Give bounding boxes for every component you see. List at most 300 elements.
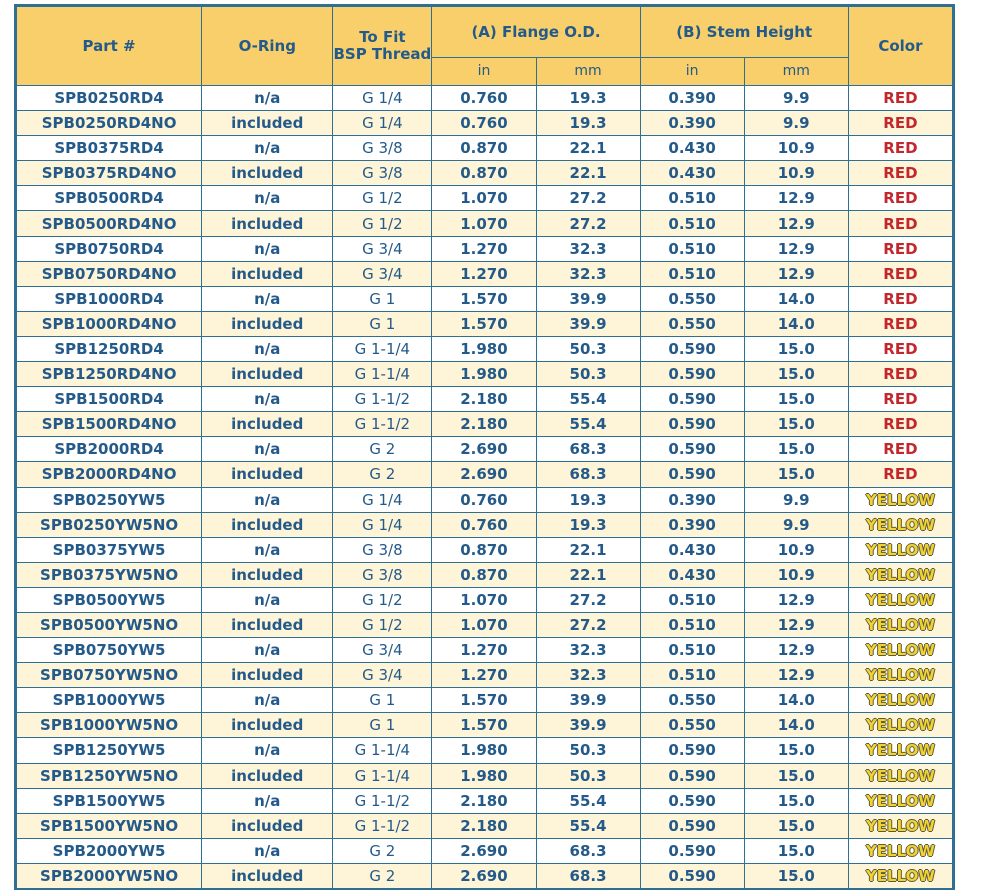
thread-cell: G 1 (333, 311, 432, 336)
flange-in-cell: 2.180 (432, 412, 536, 437)
stem-mm-cell: 9.9 (744, 512, 848, 537)
stem-in-cell: 0.590 (640, 738, 744, 763)
flange-mm-cell: 32.3 (536, 663, 640, 688)
stem-mm-cell: 9.9 (744, 86, 848, 111)
color-cell: YELLOW (848, 738, 952, 763)
flange-mm-cell: 19.3 (536, 487, 640, 512)
header-flange-in: in (432, 58, 536, 86)
stem-mm-cell: 15.0 (744, 788, 848, 813)
stem-in-cell: 0.510 (640, 587, 744, 612)
flange-in-cell: 2.690 (432, 437, 536, 462)
stem-mm-cell: 15.0 (744, 763, 848, 788)
flange-mm-cell: 50.3 (536, 336, 640, 361)
flange-mm-cell: 22.1 (536, 562, 640, 587)
oring-cell: n/a (202, 236, 333, 261)
stem-mm-cell: 12.9 (744, 612, 848, 637)
color-cell: RED (848, 336, 952, 361)
stem-mm-cell: 10.9 (744, 136, 848, 161)
flange-in-cell: 0.760 (432, 86, 536, 111)
stem-mm-cell: 12.9 (744, 236, 848, 261)
stem-in-cell: 0.590 (640, 788, 744, 813)
table-row (17, 136, 953, 161)
oring-cell: included (202, 713, 333, 738)
table-body (17, 86, 953, 889)
flange-mm-cell: 32.3 (536, 638, 640, 663)
stem-mm-cell: 14.0 (744, 311, 848, 336)
color-cell: YELLOW (848, 612, 952, 637)
color-cell: YELLOW (848, 838, 952, 863)
thread-cell: G 1-1/4 (333, 362, 432, 387)
table-row (17, 437, 953, 462)
table-row (17, 462, 953, 487)
flange-in-cell: 2.180 (432, 387, 536, 412)
table-row (17, 663, 953, 688)
thread-cell: G 3/8 (333, 537, 432, 562)
oring-cell: n/a (202, 136, 333, 161)
thread-cell: G 3/4 (333, 261, 432, 286)
flange-mm-cell: 55.4 (536, 387, 640, 412)
flange-mm-cell: 39.9 (536, 311, 640, 336)
stem-in-cell: 0.590 (640, 838, 744, 863)
oring-cell: n/a (202, 688, 333, 713)
table-row (17, 638, 953, 663)
color-cell: YELLOW (848, 813, 952, 838)
oring-cell: included (202, 462, 333, 487)
stem-mm-cell: 12.9 (744, 638, 848, 663)
table-row (17, 713, 953, 738)
table-row (17, 86, 953, 111)
color-cell: YELLOW (848, 487, 952, 512)
stem-mm-cell: 14.0 (744, 713, 848, 738)
table-row (17, 286, 953, 311)
part-cell: SPB2000RD4NO (17, 462, 202, 487)
flange-mm-cell: 27.2 (536, 186, 640, 211)
flange-in-cell: 0.870 (432, 562, 536, 587)
oring-cell: n/a (202, 86, 333, 111)
thread-cell: G 2 (333, 437, 432, 462)
color-cell: YELLOW (848, 688, 952, 713)
flange-mm-cell: 19.3 (536, 512, 640, 537)
part-cell: SPB1000RD4NO (17, 311, 202, 336)
part-cell: SPB0250RD4 (17, 86, 202, 111)
thread-cell: G 1-1/2 (333, 788, 432, 813)
flange-in-cell: 0.870 (432, 537, 536, 562)
thread-cell: G 2 (333, 863, 432, 888)
flange-mm-cell: 68.3 (536, 863, 640, 888)
table-row (17, 863, 953, 888)
thread-cell: G 1/2 (333, 186, 432, 211)
thread-cell: G 2 (333, 838, 432, 863)
table-row (17, 612, 953, 637)
stem-mm-cell: 15.0 (744, 462, 848, 487)
stem-in-cell: 0.590 (640, 462, 744, 487)
oring-cell: n/a (202, 838, 333, 863)
flange-mm-cell: 27.2 (536, 211, 640, 236)
flange-in-cell: 1.070 (432, 612, 536, 637)
flange-in-cell: 1.570 (432, 286, 536, 311)
oring-cell: n/a (202, 487, 333, 512)
stem-mm-cell: 15.0 (744, 838, 848, 863)
stem-mm-cell: 15.0 (744, 362, 848, 387)
spec-table-frame (14, 4, 955, 890)
stem-in-cell: 0.430 (640, 136, 744, 161)
color-cell: RED (848, 462, 952, 487)
flange-in-cell: 1.270 (432, 261, 536, 286)
color-cell: RED (848, 387, 952, 412)
flange-mm-cell: 55.4 (536, 788, 640, 813)
header-stem-mm: mm (744, 58, 848, 86)
oring-cell: n/a (202, 537, 333, 562)
flange-in-cell: 1.070 (432, 587, 536, 612)
thread-cell: G 1/2 (333, 587, 432, 612)
stem-in-cell: 0.590 (640, 387, 744, 412)
stem-mm-cell: 15.0 (744, 437, 848, 462)
flange-in-cell: 1.980 (432, 763, 536, 788)
flange-in-cell: 1.980 (432, 738, 536, 763)
part-cell: SPB0500RD4NO (17, 211, 202, 236)
color-cell: RED (848, 186, 952, 211)
stem-in-cell: 0.590 (640, 813, 744, 838)
thread-cell: G 3/4 (333, 663, 432, 688)
flange-mm-cell: 22.1 (536, 136, 640, 161)
oring-cell: included (202, 863, 333, 888)
stem-in-cell: 0.550 (640, 688, 744, 713)
stem-mm-cell: 15.0 (744, 336, 848, 361)
flange-in-cell: 2.690 (432, 863, 536, 888)
flange-mm-cell: 68.3 (536, 437, 640, 462)
table-row (17, 537, 953, 562)
color-cell: YELLOW (848, 512, 952, 537)
thread-cell: G 1-1/4 (333, 763, 432, 788)
stem-mm-cell: 14.0 (744, 286, 848, 311)
table-row (17, 838, 953, 863)
thread-cell: G 1 (333, 688, 432, 713)
thread-cell: G 1-1/4 (333, 738, 432, 763)
stem-mm-cell: 9.9 (744, 487, 848, 512)
part-cell: SPB0375YW5 (17, 537, 202, 562)
stem-in-cell: 0.550 (640, 286, 744, 311)
spec-table (16, 6, 953, 889)
header-flange-mm: mm (536, 58, 640, 86)
part-cell: SPB0750RD4 (17, 236, 202, 261)
flange-mm-cell: 32.3 (536, 261, 640, 286)
part-cell: SPB0500YW5 (17, 587, 202, 612)
stem-in-cell: 0.430 (640, 537, 744, 562)
oring-cell: included (202, 311, 333, 336)
header-stem-in: in (640, 58, 744, 86)
flange-in-cell: 0.760 (432, 111, 536, 136)
header-oring: O-Ring (202, 7, 333, 86)
thread-cell: G 1 (333, 713, 432, 738)
stem-mm-cell: 15.0 (744, 813, 848, 838)
flange-mm-cell: 50.3 (536, 362, 640, 387)
oring-cell: included (202, 663, 333, 688)
table-row (17, 362, 953, 387)
part-cell: SPB1500RD4NO (17, 412, 202, 437)
oring-cell: included (202, 362, 333, 387)
thread-cell: G 2 (333, 462, 432, 487)
stem-mm-cell: 15.0 (744, 738, 848, 763)
oring-cell: n/a (202, 186, 333, 211)
flange-mm-cell: 39.9 (536, 713, 640, 738)
stem-mm-cell: 10.9 (744, 562, 848, 587)
color-cell: RED (848, 286, 952, 311)
stem-in-cell: 0.430 (640, 562, 744, 587)
color-cell: RED (848, 362, 952, 387)
thread-cell: G 1-1/2 (333, 813, 432, 838)
flange-in-cell: 1.980 (432, 362, 536, 387)
color-cell: RED (848, 136, 952, 161)
color-cell: RED (848, 261, 952, 286)
flange-in-cell: 1.270 (432, 638, 536, 663)
thread-cell: G 1-1/4 (333, 336, 432, 361)
part-cell: SPB0500YW5NO (17, 612, 202, 637)
stem-mm-cell: 12.9 (744, 663, 848, 688)
flange-mm-cell: 68.3 (536, 838, 640, 863)
oring-cell: included (202, 161, 333, 186)
part-cell: SPB2000RD4 (17, 437, 202, 462)
stem-mm-cell: 15.0 (744, 387, 848, 412)
table-row (17, 336, 953, 361)
oring-cell: n/a (202, 336, 333, 361)
table-row (17, 487, 953, 512)
color-cell: YELLOW (848, 788, 952, 813)
flange-mm-cell: 22.1 (536, 161, 640, 186)
flange-mm-cell: 68.3 (536, 462, 640, 487)
part-cell: SPB0250YW5NO (17, 512, 202, 537)
color-cell: RED (848, 211, 952, 236)
table-row (17, 813, 953, 838)
stem-in-cell: 0.590 (640, 763, 744, 788)
flange-in-cell: 2.180 (432, 788, 536, 813)
part-cell: SPB1500YW5NO (17, 813, 202, 838)
oring-cell: included (202, 261, 333, 286)
flange-mm-cell: 39.9 (536, 688, 640, 713)
oring-cell: n/a (202, 387, 333, 412)
flange-in-cell: 0.760 (432, 512, 536, 537)
table-row (17, 512, 953, 537)
stem-in-cell: 0.430 (640, 161, 744, 186)
header-color: Color (848, 7, 952, 86)
stem-mm-cell: 9.9 (744, 111, 848, 136)
table-row (17, 788, 953, 813)
part-cell: SPB0375YW5NO (17, 562, 202, 587)
part-cell: SPB0375RD4 (17, 136, 202, 161)
color-cell: RED (848, 236, 952, 261)
stem-in-cell: 0.510 (640, 236, 744, 261)
part-cell: SPB1250YW5 (17, 738, 202, 763)
part-cell: SPB2000YW5NO (17, 863, 202, 888)
color-cell: RED (848, 111, 952, 136)
flange-in-cell: 2.690 (432, 838, 536, 863)
table-row (17, 688, 953, 713)
flange-mm-cell: 55.4 (536, 412, 640, 437)
oring-cell: n/a (202, 286, 333, 311)
stem-mm-cell: 15.0 (744, 412, 848, 437)
header-flange: (A) Flange O.D. (432, 7, 640, 58)
thread-cell: G 1/4 (333, 512, 432, 537)
table-row (17, 261, 953, 286)
flange-in-cell: 1.070 (432, 211, 536, 236)
table-row (17, 738, 953, 763)
oring-cell: n/a (202, 788, 333, 813)
header-part: Part # (17, 7, 202, 86)
part-cell: SPB1500YW5 (17, 788, 202, 813)
header-stem: (B) Stem Height (640, 7, 848, 58)
flange-mm-cell: 27.2 (536, 587, 640, 612)
thread-cell: G 1/4 (333, 86, 432, 111)
stem-in-cell: 0.550 (640, 713, 744, 738)
table-row (17, 161, 953, 186)
thread-cell: G 3/4 (333, 236, 432, 261)
table-row (17, 412, 953, 437)
stem-in-cell: 0.510 (640, 211, 744, 236)
color-cell: YELLOW (848, 863, 952, 888)
table-row (17, 311, 953, 336)
flange-in-cell: 0.870 (432, 136, 536, 161)
oring-cell: included (202, 512, 333, 537)
color-cell: YELLOW (848, 537, 952, 562)
flange-mm-cell: 39.9 (536, 286, 640, 311)
flange-in-cell: 1.570 (432, 713, 536, 738)
part-cell: SPB1250RD4NO (17, 362, 202, 387)
flange-in-cell: 1.570 (432, 688, 536, 713)
flange-mm-cell: 55.4 (536, 813, 640, 838)
part-cell: SPB1000YW5NO (17, 713, 202, 738)
stem-mm-cell: 12.9 (744, 211, 848, 236)
stem-mm-cell: 12.9 (744, 587, 848, 612)
thread-cell: G 3/8 (333, 161, 432, 186)
flange-in-cell: 2.690 (432, 462, 536, 487)
color-cell: YELLOW (848, 763, 952, 788)
thread-cell: G 3/4 (333, 638, 432, 663)
flange-in-cell: 1.980 (432, 336, 536, 361)
part-cell: SPB0750YW5 (17, 638, 202, 663)
stem-in-cell: 0.390 (640, 487, 744, 512)
part-cell: SPB0375RD4NO (17, 161, 202, 186)
color-cell: RED (848, 161, 952, 186)
oring-cell: included (202, 813, 333, 838)
stem-mm-cell: 12.9 (744, 261, 848, 286)
flange-in-cell: 1.270 (432, 663, 536, 688)
oring-cell: included (202, 562, 333, 587)
stem-in-cell: 0.510 (640, 186, 744, 211)
stem-in-cell: 0.390 (640, 111, 744, 136)
flange-mm-cell: 19.3 (536, 111, 640, 136)
stem-mm-cell: 14.0 (744, 688, 848, 713)
stem-in-cell: 0.590 (640, 362, 744, 387)
thread-cell: G 1/2 (333, 612, 432, 637)
stem-mm-cell: 12.9 (744, 186, 848, 211)
stem-in-cell: 0.590 (640, 863, 744, 888)
table-row (17, 587, 953, 612)
part-cell: SPB1250RD4 (17, 336, 202, 361)
stem-mm-cell: 15.0 (744, 863, 848, 888)
table-row (17, 562, 953, 587)
stem-in-cell: 0.590 (640, 412, 744, 437)
stem-in-cell: 0.590 (640, 437, 744, 462)
stem-in-cell: 0.390 (640, 512, 744, 537)
thread-cell: G 1/4 (333, 487, 432, 512)
thread-cell: G 1/2 (333, 211, 432, 236)
stem-in-cell: 0.510 (640, 612, 744, 637)
color-cell: RED (848, 86, 952, 111)
flange-mm-cell: 50.3 (536, 738, 640, 763)
color-cell: RED (848, 311, 952, 336)
part-cell: SPB1000YW5 (17, 688, 202, 713)
oring-cell: n/a (202, 638, 333, 663)
stem-in-cell: 0.510 (640, 261, 744, 286)
oring-cell: n/a (202, 738, 333, 763)
part-cell: SPB1000RD4 (17, 286, 202, 311)
thread-cell: G 3/8 (333, 136, 432, 161)
color-cell: RED (848, 437, 952, 462)
stem-in-cell: 0.550 (640, 311, 744, 336)
thread-cell: G 1-1/2 (333, 412, 432, 437)
thread-cell: G 3/8 (333, 562, 432, 587)
oring-cell: included (202, 412, 333, 437)
thread-cell: G 1/4 (333, 111, 432, 136)
stem-mm-cell: 10.9 (744, 537, 848, 562)
flange-in-cell: 0.760 (432, 487, 536, 512)
oring-cell: included (202, 763, 333, 788)
thread-cell: G 1-1/2 (333, 387, 432, 412)
header-fit-line1: To Fit (359, 28, 406, 46)
part-cell: SPB0250YW5 (17, 487, 202, 512)
stem-mm-cell: 10.9 (744, 161, 848, 186)
oring-cell: included (202, 612, 333, 637)
flange-mm-cell: 50.3 (536, 763, 640, 788)
header-fit-thread (333, 7, 432, 86)
color-cell: YELLOW (848, 713, 952, 738)
part-cell: SPB0750RD4NO (17, 261, 202, 286)
color-cell: YELLOW (848, 638, 952, 663)
part-cell: SPB2000YW5 (17, 838, 202, 863)
part-cell: SPB1250YW5NO (17, 763, 202, 788)
table-row (17, 236, 953, 261)
table-row (17, 387, 953, 412)
oring-cell: n/a (202, 437, 333, 462)
table-row (17, 763, 953, 788)
color-cell: YELLOW (848, 562, 952, 587)
flange-mm-cell: 19.3 (536, 86, 640, 111)
part-cell: SPB0500RD4 (17, 186, 202, 211)
table-header (17, 7, 953, 86)
color-cell: RED (848, 412, 952, 437)
header-fit-line2: BSP Thread (333, 45, 432, 63)
flange-mm-cell: 27.2 (536, 612, 640, 637)
oring-cell: n/a (202, 587, 333, 612)
flange-in-cell: 0.870 (432, 161, 536, 186)
oring-cell: included (202, 111, 333, 136)
part-cell: SPB0750YW5NO (17, 663, 202, 688)
color-cell: YELLOW (848, 587, 952, 612)
part-cell: SPB0250RD4NO (17, 111, 202, 136)
color-cell: YELLOW (848, 663, 952, 688)
flange-in-cell: 1.270 (432, 236, 536, 261)
oring-cell: included (202, 211, 333, 236)
stem-in-cell: 0.390 (640, 86, 744, 111)
flange-in-cell: 2.180 (432, 813, 536, 838)
stem-in-cell: 0.510 (640, 663, 744, 688)
flange-in-cell: 1.070 (432, 186, 536, 211)
flange-in-cell: 1.570 (432, 311, 536, 336)
table-row (17, 211, 953, 236)
thread-cell: G 1 (333, 286, 432, 311)
stem-in-cell: 0.510 (640, 638, 744, 663)
flange-mm-cell: 32.3 (536, 236, 640, 261)
stem-in-cell: 0.590 (640, 336, 744, 361)
